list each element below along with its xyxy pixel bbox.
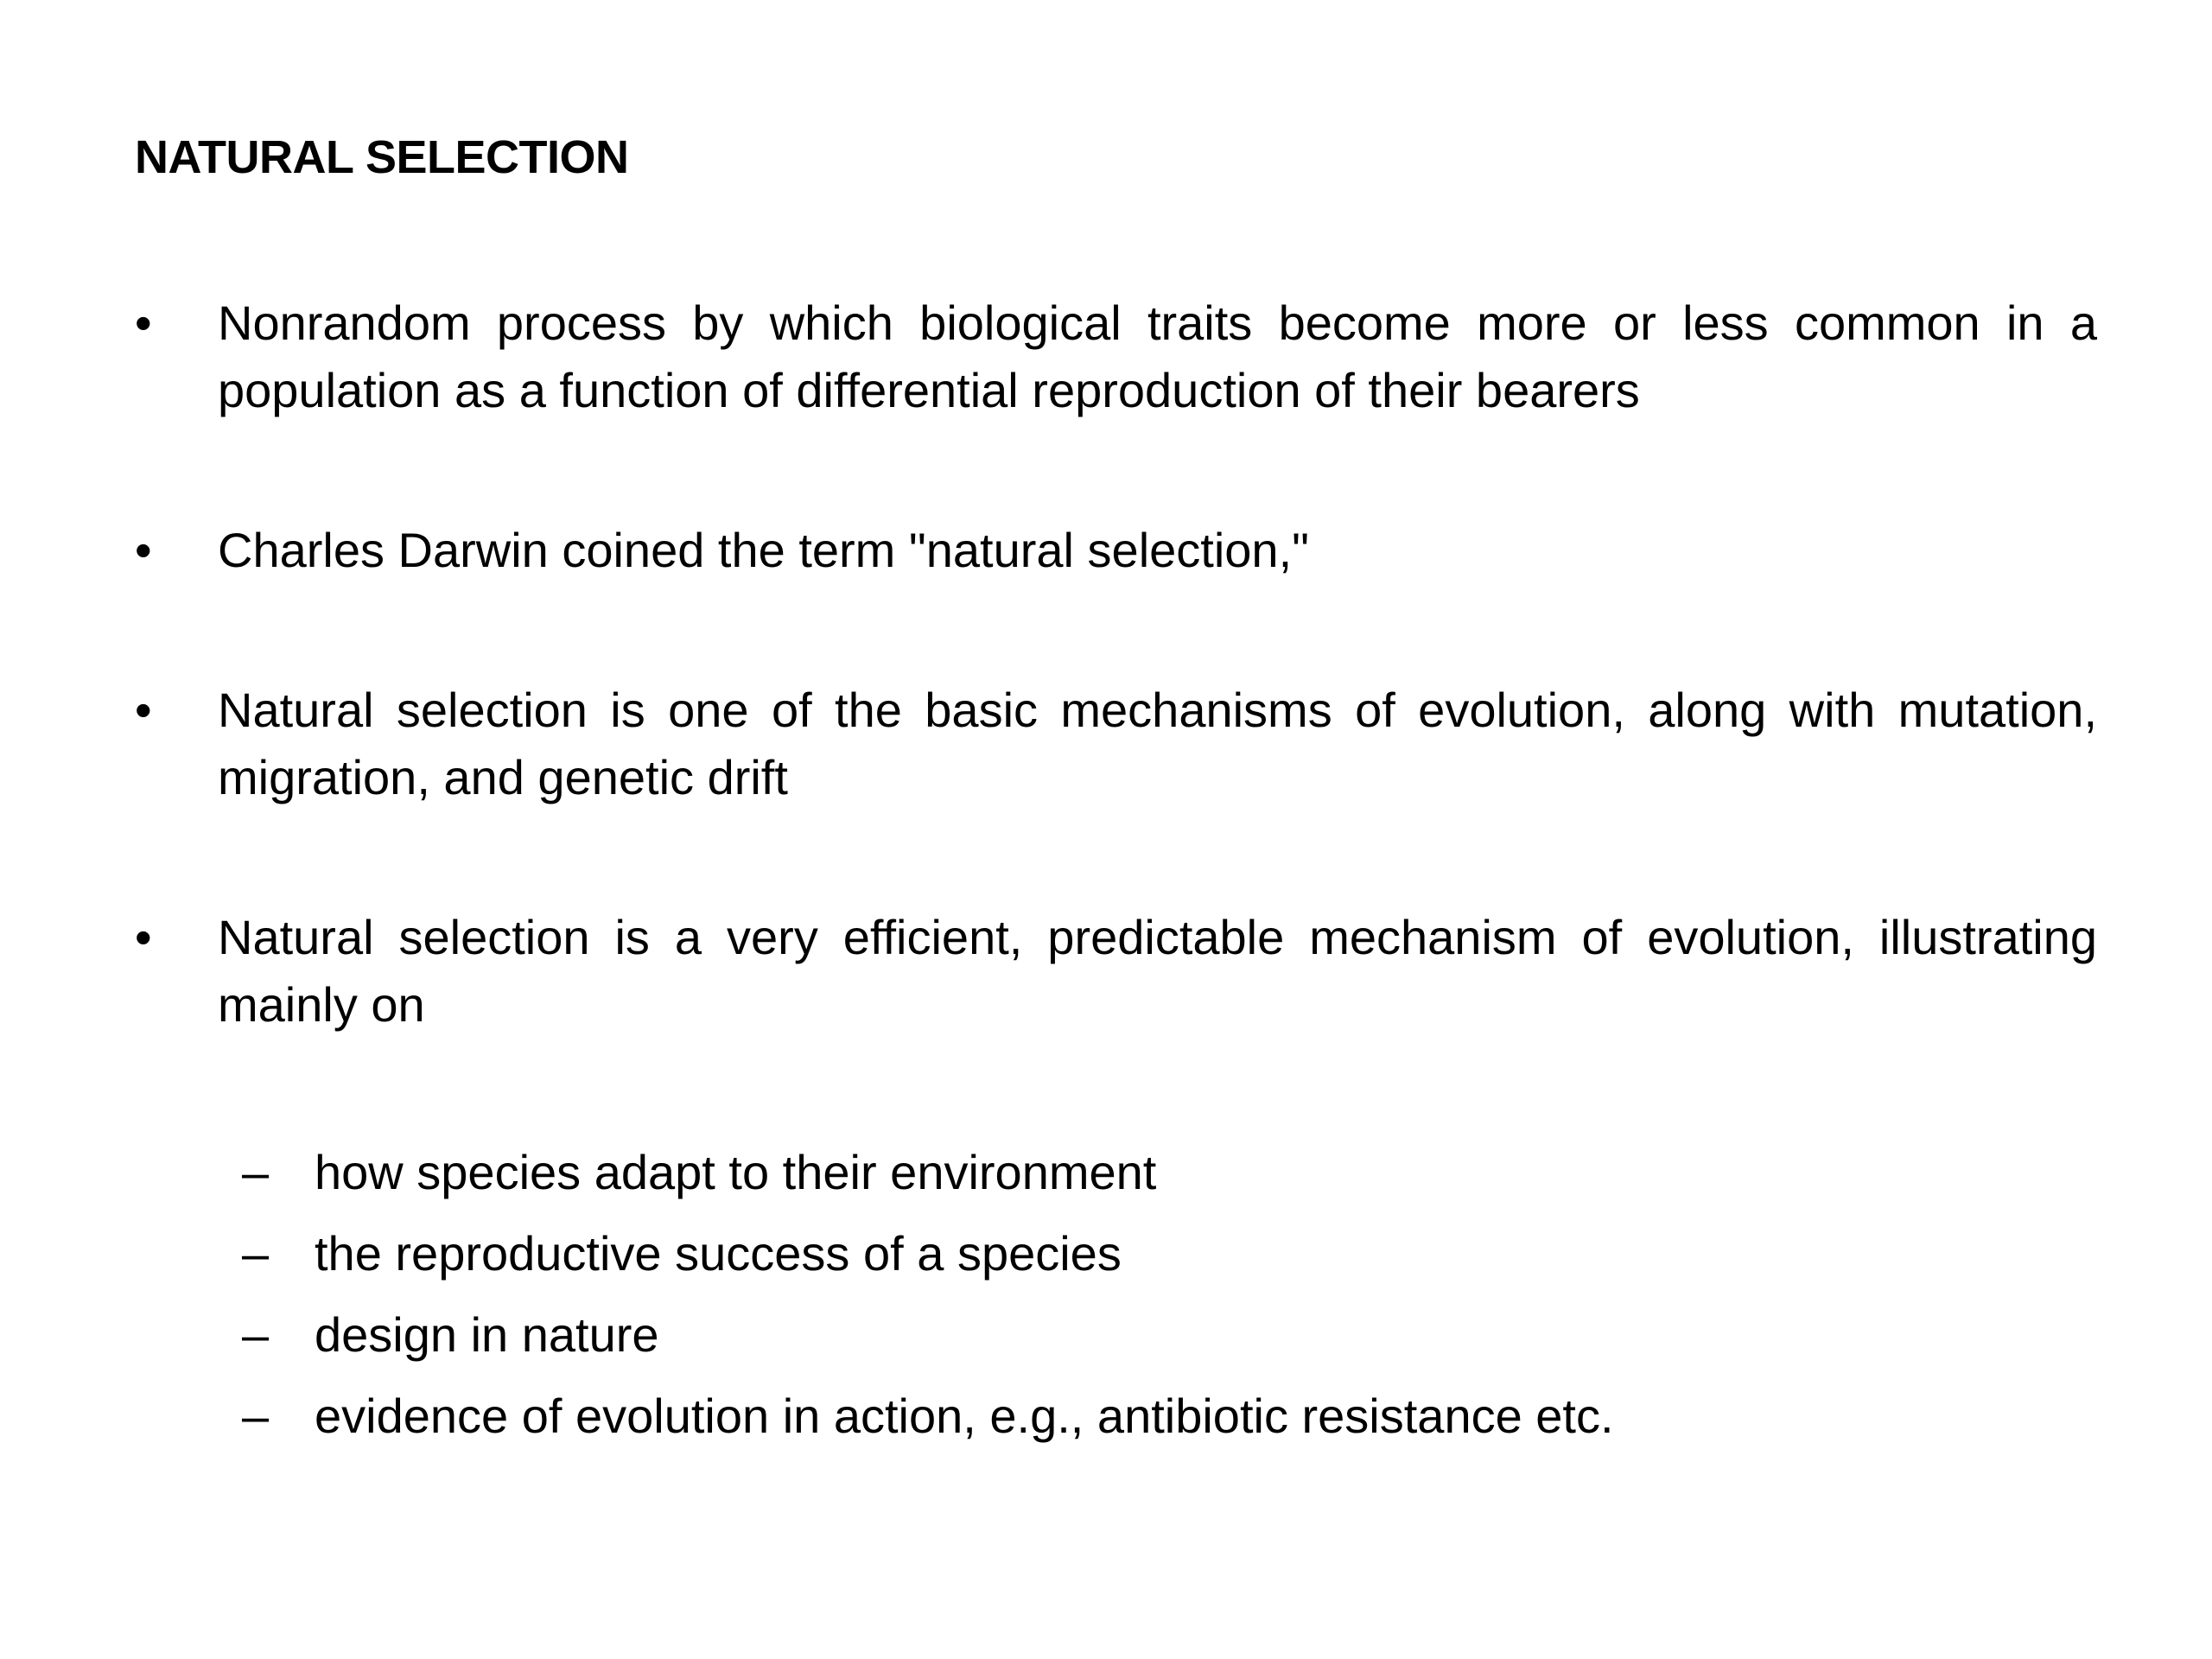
- dash-icon: –: [242, 1307, 270, 1362]
- bullet-dot-icon: •: [135, 910, 152, 964]
- dash-icon: –: [242, 1389, 270, 1443]
- bullet-item: [135, 517, 2097, 584]
- bullet-text: Natural selection is a very efficient, predictable mechanism of evolution, illustrating mainly on: [218, 910, 2097, 1032]
- bullet-text: Natural selection is one of the basic mechanisms of evolution, along with mutation, migration, and genetic drift: [218, 683, 2097, 804]
- sub-bullet-item: [242, 1213, 1884, 1294]
- sub-bullet-item: [242, 1294, 1884, 1376]
- sub-bullet-text: how species adapt to their environment: [315, 1145, 1157, 1199]
- bullet-item: [135, 289, 2097, 424]
- dash-icon: –: [242, 1226, 270, 1281]
- sub-bullet-item: [242, 1132, 1884, 1213]
- sub-bullet-text: evidence of evolution in action, e.g., antibiotic resistance etc.: [315, 1389, 1614, 1443]
- bullet-dot-icon: •: [135, 296, 152, 350]
- bullet-text: Nonrandom process by which biological traits become more or less common in a population as a function of differential reproduction of their bearers: [218, 296, 2097, 417]
- bullet-dot-icon: •: [135, 523, 152, 577]
- bullet-item: [135, 677, 2097, 811]
- sub-bullet-list: [242, 1132, 1884, 1457]
- sub-bullet-item: [242, 1376, 1884, 1457]
- bullet-text: Charles Darwin coined the term "natural selection,": [218, 523, 1310, 577]
- sub-bullet-text: the reproductive success of a species: [315, 1226, 1122, 1281]
- sub-bullet-text: design in nature: [315, 1307, 659, 1362]
- slide-title: NATURAL SELECTION: [135, 131, 629, 183]
- bullet-dot-icon: •: [135, 683, 152, 737]
- bullet-item: [135, 904, 2097, 1039]
- dash-icon: –: [242, 1145, 270, 1199]
- bullet-list: [135, 289, 2097, 1131]
